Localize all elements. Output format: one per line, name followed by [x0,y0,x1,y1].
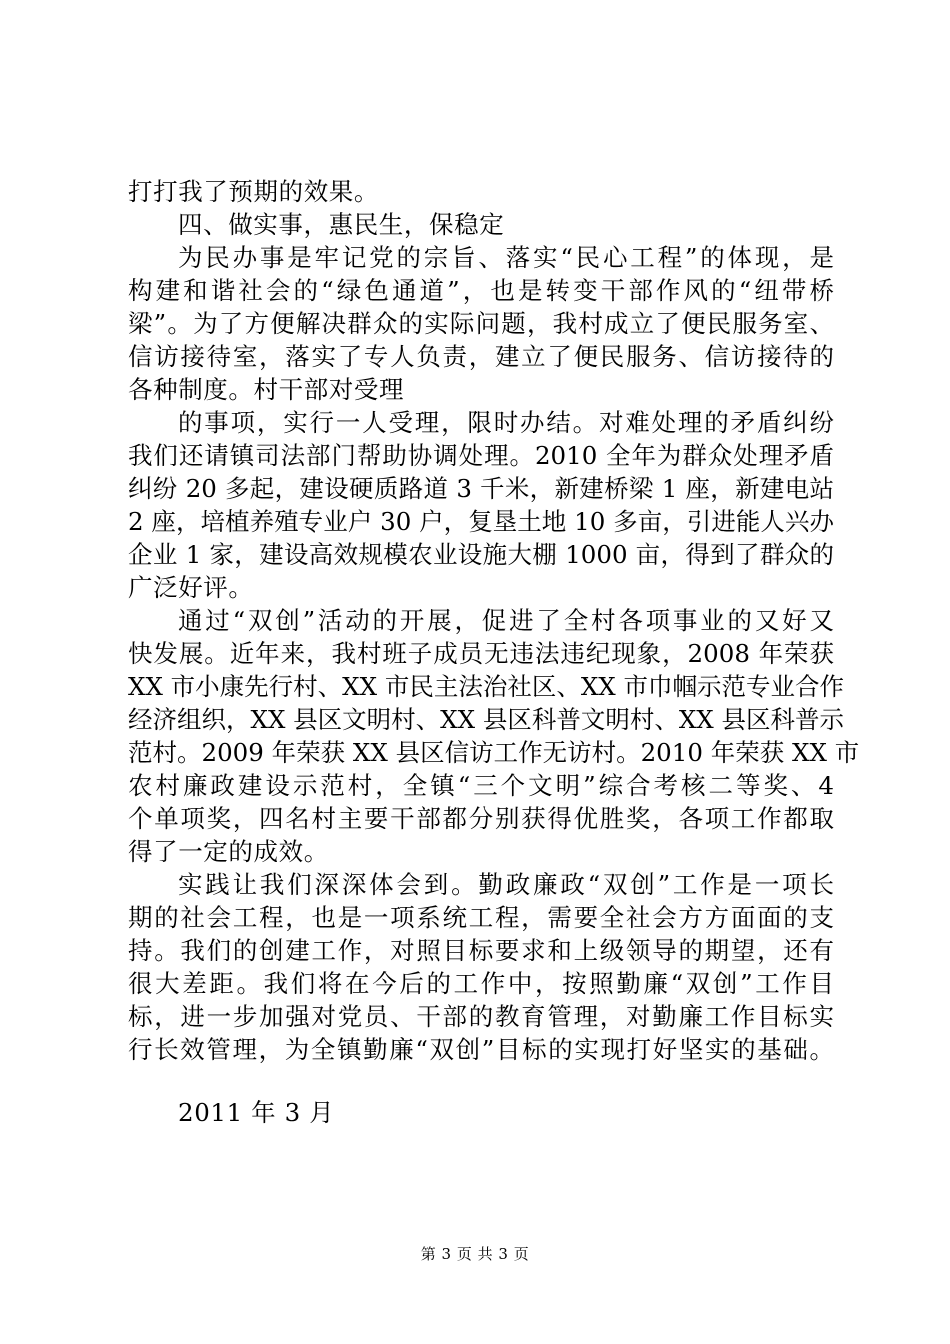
body-line: 期的社会工程，也是一项系统工程，需要全社会方方面面的支 [128,903,834,932]
body-line: 快发展。近年来，我村班子成员无违法违纪现象，2008 年荣获 [128,639,834,668]
body-line: 梁”。为了方便解决群众的实际问题，我村成立了便民服务室、 [128,309,834,338]
body-line: 纠纷 20 多起，建设硬质路道 3 千米，新建桥梁 1 座，新建电站 [128,474,834,503]
body-line: 得了一定的成效。 [128,837,329,866]
body-line: 实践让我们深深体会到。勤政廉政“双创”工作是一项长 [178,870,834,899]
body-line: XX 市小康先行村、XX 市民主法治社区、XX 市巾帼示范专业合作 [128,672,845,701]
body-line: 持。我们的创建工作，对照目标要求和上级领导的期望，还有 [128,936,834,965]
body-line: 的事项，实行一人受理，限时办结。对难处理的矛盾纠纷 [178,408,834,437]
body-line: 标，进一步加强对党员、干部的教育管理，对勤廉工作目标实 [128,1002,834,1031]
body-line: 打打我了预期的效果。 [128,177,379,206]
body-line: 为民办事是牢记党的宗旨、落实“民心工程”的体现，是 [178,243,834,272]
body-line: 企业 1 家，建设高效规模农业设施大棚 1000 亩，得到了群众的 [128,540,834,569]
body-line: 很大差距。我们将在今后的工作中，按照勤廉“双创”工作目 [128,969,834,998]
body-line: 经济组织，XX 县区文明村、XX 县区科普文明村、XX 县区科普示 [128,705,845,734]
body-line: 各种制度。村干部对受理 [128,375,405,404]
body-line: 农村廉政建设示范村，全镇“三个文明”综合考核二等奖、4 [128,771,834,800]
body-line: 我们还请镇司法部门帮助协调处理。2010 全年为群众处理矛盾 [128,441,834,470]
page-footer: 第 3 页 共 3 页 [420,1245,530,1263]
body-line: 范村。2009 年荣获 XX 县区信访工作无访村。2010 年荣获 XX 市 [128,738,860,767]
body-line: 个单项奖，四名村主要干部都分别获得优胜奖，各项工作都取 [128,804,834,833]
body-line: 2 座，培植养殖专业户 30 户，复垦土地 10 多亩，引进能人兴办 [128,507,834,536]
body-line: 信访接待室，落实了专人负责，建立了便民服务、信访接待的 [128,342,834,371]
section-heading: 四、做实事，惠民生，保稳定 [178,210,505,239]
body-line: 广泛好评。 [128,573,254,602]
body-line: 行长效管理，为全镇勤廉“双创”目标的实现打好坚实的基础。 [128,1035,834,1064]
body-line: 通过“双创”活动的开展，促进了全村各项事业的又好又 [178,606,834,635]
body-line: 构建和谐社会的“绿色通道”，也是转变干部作风的“纽带桥 [128,276,834,305]
document-date: 2011 年 3 月 [178,1098,335,1127]
